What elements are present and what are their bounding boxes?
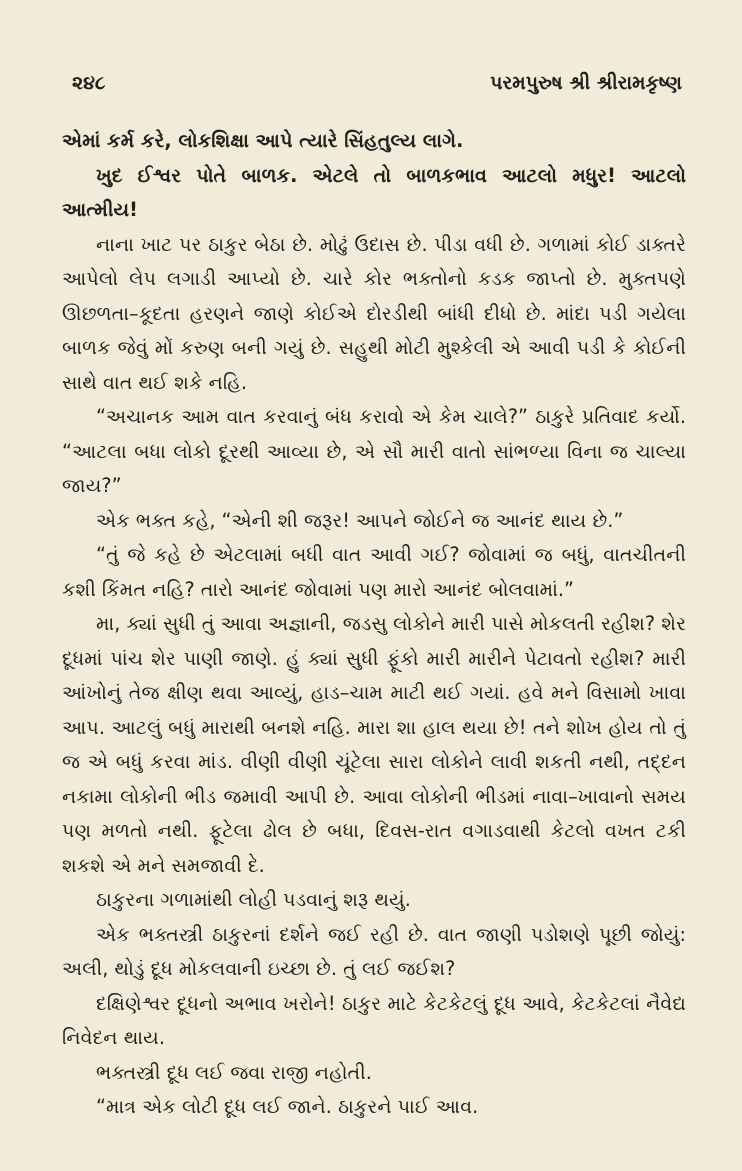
paragraph: નાના ખાટ પર ઠાકુર બેઠા છે. મોઢું ઉદાસ છે. પીડા વધી છે. ગળામાં કોઈ ડાક્તરે આપેલો લેપ લગાડી આપ્યો છે. ચારે કોર ભક્તોનો કડક જાપ્તો છે. મુક્તપણે ઊછળતા–કૂદતા હરણને જાણે કોઈએ દોરડીથી બાંધી દીધો છે. માંદા પડી ગયેલા બાળક જેવું મોં કરુણ બની ગયું છે. સહુથી મોટી મુશ્કેલી એ આવી પડી કે કોઈની સાથે વાત થઈ શકે નહિ.: [62, 232, 686, 394]
paragraph: એક ભક્ત કહે, “એની શી જરૂર! આપને જોઈને જ આનંદ થાય છે.”: [96, 508, 624, 532]
body-text: [62, 124, 686, 1125]
paragraph: દક્ષિણેશ્વર દૂધનો અભાવ ખરોને! ઠાકુર માટે કેટકેટલું દૂધ આવે, કેટકેટલાં નૈવેદ્ય નિવેદન થાય.: [62, 991, 686, 1049]
paragraph: “માત્ર એક લોટી દૂધ લઈ જાને. ઠાકુરને પાઈ આવ.: [96, 1095, 479, 1118]
paragraph: “અચાનક આમ વાત કરવાનું બંધ કરાવો એ કેમ ચાલે?” ઠાકુરે પ્રતિવાદ કર્યો. “આટલા બધા લોકો દૂરથી આવ્યા છે, એ સૌ મારી વાતો સાંભળ્યા વિના જ ચાલ્યા જાય?”: [62, 405, 686, 497]
page-number: ૨૪૮: [72, 72, 106, 94]
paragraph: એમાં કર્મ કરે, લોકશિક્ષા આપે ત્યારે સિંહતુલ્ય લાગે.: [62, 129, 464, 152]
paragraph: ઠાકુરના ગળામાંથી લોહી પડવાનું શરૂ થયું.: [96, 888, 411, 911]
paragraph: એક ભક્તસ્ત્રી ઠાકુરનાં દર્શને જઈ રહી છે. વાત જાણી પડોશણે પૂછી જોયું: અલી, થોડું દૂધ મોકલવાની ઇચ્છા છે. તું લઈ જઈશ?: [62, 922, 686, 980]
paragraph: ભક્તસ્ત્રી દૂધ લઈ જવા રાજી નહોતી.: [96, 1060, 372, 1084]
paragraph: “તું જે કહે છે એટલામાં બધી વાત આવી ગઈ? જોવામાં જ બધું, વાતચીતની કશી કિંમત નહિ? તારો આનંદ જોવામાં પણ મારો આનંદ બોલવામાં.”: [62, 543, 686, 601]
paragraph: મા, ક્યાં સુધી તું આવા અજ્ઞાની, જડસુ લોકોને મારી પાસે મોકલતી રહીશ? શેર દૂધમાં પાંચ શેર પાણી જાણે. હું ક્યાં સુધી ફૂંકો મારી મારીને પેટાવતો રહીશ? મારી આંખોનું તેજ ક્ષીણ થવા આવ્યું, હાડ–ચામ માટી થઈ ગયાં. હવે મને વિસામો ખાવા આપ. આટલું બધું મારાથી બનશે નહિ. મારા શા હાલ થયા છે! તને શોખ હોય તો તું જ એ બધું કરવા માંડ. વીણી વીણી ચૂંટેલા સારા લોકોને લાવી શકતી નથી, તદ્દન નકામા લોકોની ભીડ જમાવી આપી છે. આવા લોકોની ભીડમાં નાવા–ખાવાનો સમય પણ મળતો નથી. ફૂટેલા ઢોલ છે બધા, દિવસ-રાત વગાડવાથી કેટલો વખત ટકી શકશે એ મને સમજાવી દે.: [62, 612, 686, 877]
page-header: [62, 72, 686, 94]
paragraph: ખુદ ઈશ્વર પોતે બાળક. એટલે તો બાળકભાવ આટલો મધુર! આટલો આત્મીય!: [62, 163, 686, 221]
running-title: પરમપુરુષ શ્રી શ્રીરામકૃષ્ણ: [490, 72, 682, 94]
